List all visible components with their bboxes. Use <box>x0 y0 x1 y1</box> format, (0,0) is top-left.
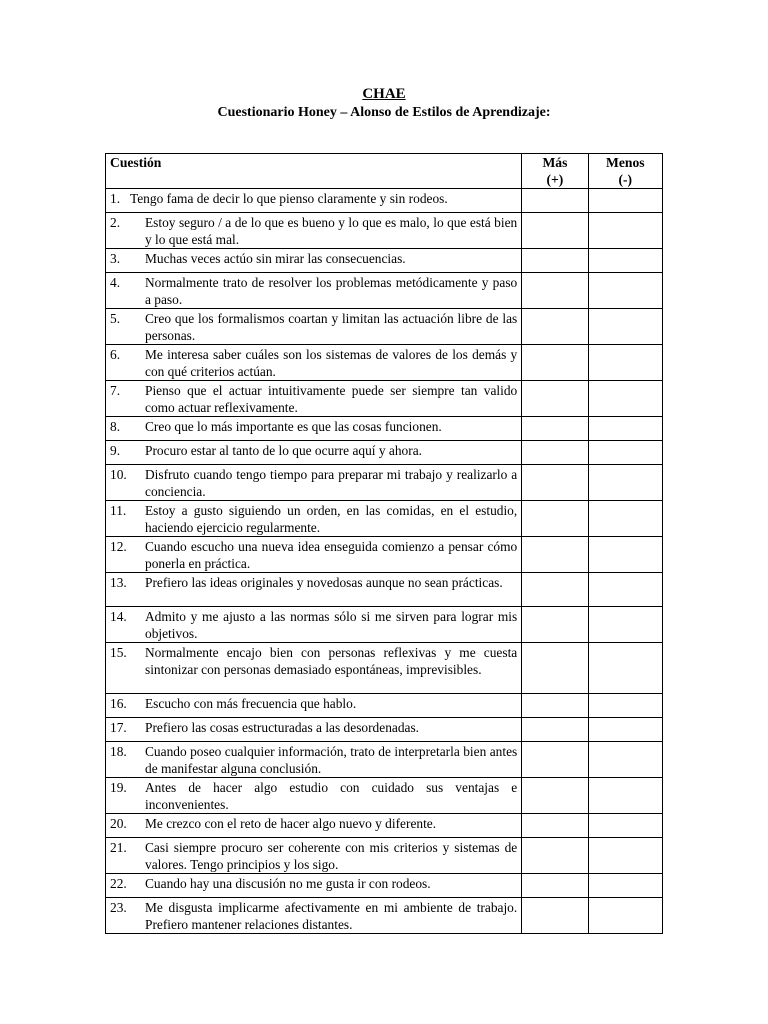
table-row <box>106 607 663 643</box>
more-answer-cell[interactable] <box>522 694 588 718</box>
more-answer-cell[interactable] <box>522 249 588 273</box>
question-number: 13. <box>110 575 127 590</box>
question-cell <box>106 607 522 643</box>
question-text: Pienso que el actuar intuitivamente puede ser siempre tan valido como actuar reflexivamente. <box>145 383 518 415</box>
question-number: 10. <box>110 467 127 482</box>
less-answer-cell[interactable] <box>588 309 662 345</box>
table-row <box>106 778 663 814</box>
question-text: Cuando escucho una nueva idea enseguida comienzo a pensar cómo ponerla en práctica. <box>145 539 518 571</box>
more-answer-cell[interactable] <box>522 213 588 249</box>
question-cell <box>106 742 522 778</box>
question-text: Normalmente encajo bien con personas reflexivas y me cuesta sintonizar con personas demasiado espontáneas, imprevisibles. <box>145 645 518 677</box>
more-answer-cell[interactable] <box>522 607 588 643</box>
more-answer-cell[interactable] <box>522 778 588 814</box>
table-row <box>106 898 663 934</box>
question-cell <box>106 309 522 345</box>
more-answer-cell[interactable] <box>522 189 588 213</box>
question-text: Antes de hacer algo estudio con cuidado sus ventajas e inconvenientes. <box>145 780 518 812</box>
less-answer-cell[interactable] <box>588 898 662 934</box>
more-answer-cell[interactable] <box>522 814 588 838</box>
question-cell <box>106 213 522 249</box>
question-number: 9. <box>110 443 121 458</box>
less-answer-cell[interactable] <box>588 213 662 249</box>
question-cell <box>106 814 522 838</box>
column-header-more-sign: (+) <box>546 172 564 187</box>
question-text: Admito y me ajusto a las normas sólo si me sirven para lograr mis objetivos. <box>145 609 518 641</box>
table-row <box>106 874 663 898</box>
less-answer-cell[interactable] <box>588 465 662 501</box>
table-row <box>106 213 663 249</box>
table-row <box>106 381 663 417</box>
question-number: 4. <box>110 275 121 290</box>
question-text: Tengo fama de decir lo que pienso claramente y sin rodeos. <box>130 191 448 206</box>
question-cell <box>106 573 522 607</box>
less-answer-cell[interactable] <box>588 814 662 838</box>
less-answer-cell[interactable] <box>588 501 662 537</box>
column-header-less-label: Menos <box>606 155 645 170</box>
more-answer-cell[interactable] <box>522 898 588 934</box>
document-subtitle: Cuestionario Honey – Alonso de Estilos de Aprendizaje: <box>217 105 551 120</box>
table-row <box>106 501 663 537</box>
less-answer-cell[interactable] <box>588 718 662 742</box>
table-row <box>106 814 663 838</box>
question-cell <box>106 537 522 573</box>
table-row <box>106 345 663 381</box>
table-row <box>106 189 663 213</box>
question-cell <box>106 694 522 718</box>
less-answer-cell[interactable] <box>588 249 662 273</box>
question-number: 16. <box>110 696 127 711</box>
table-row <box>106 309 663 345</box>
column-header-less-sign: (-) <box>618 172 633 187</box>
more-answer-cell[interactable] <box>522 345 588 381</box>
question-cell <box>106 381 522 417</box>
more-answer-cell[interactable] <box>522 501 588 537</box>
table-row <box>106 441 663 465</box>
question-text: Normalmente trato de resolver los problemas metódicamente y paso a paso. <box>145 275 518 307</box>
question-number: 19. <box>110 780 127 795</box>
question-text: Me disgusta implicarme afectivamente en mi ambiente de trabajo. Prefiero mantener relaciones distantes. <box>145 900 518 932</box>
question-number: 22. <box>110 876 127 891</box>
question-number: 5. <box>110 311 121 326</box>
less-answer-cell[interactable] <box>588 838 662 874</box>
question-text: Estoy seguro / a de lo que es bueno y lo que es malo, lo que está bien y lo que está mal. <box>145 215 518 247</box>
less-answer-cell[interactable] <box>588 643 662 694</box>
question-cell <box>106 874 522 898</box>
table-row <box>106 643 663 694</box>
less-answer-cell[interactable] <box>588 417 662 441</box>
question-cell <box>106 778 522 814</box>
question-number: 1. <box>110 191 121 206</box>
question-cell <box>106 417 522 441</box>
question-cell <box>106 898 522 934</box>
more-answer-cell[interactable] <box>522 309 588 345</box>
less-answer-cell[interactable] <box>588 573 662 607</box>
question-number: 6. <box>110 347 121 362</box>
question-cell <box>106 501 522 537</box>
question-number: 12. <box>110 539 127 554</box>
table-row <box>106 249 663 273</box>
column-header-more <box>522 154 588 189</box>
less-answer-cell[interactable] <box>588 537 662 573</box>
question-text: Me interesa saber cuáles son los sistemas de valores de los demás y con qué criterios actúan. <box>145 347 518 379</box>
question-cell <box>106 838 522 874</box>
less-answer-cell[interactable] <box>588 189 662 213</box>
question-number: 20. <box>110 816 127 831</box>
question-number: 17. <box>110 720 127 735</box>
question-cell <box>106 441 522 465</box>
less-answer-cell[interactable] <box>588 381 662 417</box>
question-text: Prefiero las cosas estructuradas a las desordenadas. <box>145 720 420 735</box>
more-answer-cell[interactable] <box>522 381 588 417</box>
less-answer-cell[interactable] <box>588 345 662 381</box>
less-answer-cell[interactable] <box>588 874 662 898</box>
question-text: Estoy a gusto siguiendo un orden, en las comidas, en el estudio, haciendo ejercicio regularmente. <box>145 503 518 535</box>
question-number: 14. <box>110 609 127 624</box>
question-cell <box>106 465 522 501</box>
document-title: CHAE <box>362 86 406 102</box>
table-row <box>106 694 663 718</box>
table-row <box>106 417 663 441</box>
question-cell <box>106 189 522 213</box>
more-answer-cell[interactable] <box>522 838 588 874</box>
less-answer-cell[interactable] <box>588 742 662 778</box>
less-answer-cell[interactable] <box>588 441 662 465</box>
question-text: Casi siempre procuro ser coherente con mis criterios y sistemas de valores. Tengo principios y los sigo. <box>145 840 518 872</box>
more-answer-cell[interactable] <box>522 643 588 694</box>
column-header-question: Cuestión <box>106 154 522 189</box>
question-text: Prefiero las ideas originales y novedosas aunque no sean prácticas. <box>145 575 503 590</box>
more-answer-cell[interactable] <box>522 573 588 607</box>
table-row <box>106 537 663 573</box>
question-text: Me crezco con el reto de hacer algo nuevo y diferente. <box>145 816 437 831</box>
question-cell <box>106 249 522 273</box>
less-answer-cell[interactable] <box>588 607 662 643</box>
less-answer-cell[interactable] <box>588 694 662 718</box>
table-row <box>106 465 663 501</box>
question-text: Cuando poseo cualquier información, trato de interpretarla bien antes de manifestar alguna conclusión. <box>145 744 518 776</box>
more-answer-cell[interactable] <box>522 417 588 441</box>
table-header-row <box>106 154 663 189</box>
questionnaire-table <box>105 153 663 934</box>
more-answer-cell[interactable] <box>522 273 588 309</box>
question-text: Muchas veces actúo sin mirar las consecuencias. <box>145 251 406 266</box>
question-text: Creo que los formalismos coartan y limitan las actuación libre de las personas. <box>145 311 518 343</box>
question-number: 8. <box>110 419 121 434</box>
table-row <box>106 742 663 778</box>
question-text: Procuro estar al tanto de lo que ocurre aquí y ahora. <box>145 443 423 458</box>
question-cell <box>106 718 522 742</box>
column-header-less <box>588 154 662 189</box>
table-row <box>106 838 663 874</box>
less-answer-cell[interactable] <box>588 273 662 309</box>
more-answer-cell[interactable] <box>522 742 588 778</box>
question-number: 7. <box>110 383 121 398</box>
question-cell <box>106 345 522 381</box>
less-answer-cell[interactable] <box>588 778 662 814</box>
table-row <box>106 718 663 742</box>
question-text: Disfruto cuando tengo tiempo para preparar mi trabajo y realizarlo a conciencia. <box>145 467 518 499</box>
question-cell <box>106 643 522 694</box>
more-answer-cell[interactable] <box>522 441 588 465</box>
question-number: 3. <box>110 251 121 266</box>
question-text: Creo que lo más importante es que las cosas funcionen. <box>145 419 442 434</box>
question-number: 11. <box>110 503 127 518</box>
more-answer-cell[interactable] <box>522 465 588 501</box>
table-row <box>106 573 663 607</box>
table-row <box>106 273 663 309</box>
question-text: Cuando hay una discusión no me gusta ir con rodeos. <box>145 876 431 891</box>
question-number: 15. <box>110 645 127 660</box>
more-answer-cell[interactable] <box>522 874 588 898</box>
question-number: 2. <box>110 215 121 230</box>
question-text: Escucho con más frecuencia que hablo. <box>145 696 357 711</box>
column-header-more-label: Más <box>542 155 568 170</box>
question-number: 23. <box>110 900 127 915</box>
question-cell <box>106 273 522 309</box>
question-number: 18. <box>110 744 127 759</box>
more-answer-cell[interactable] <box>522 718 588 742</box>
more-answer-cell[interactable] <box>522 537 588 573</box>
question-number: 21. <box>110 840 127 855</box>
